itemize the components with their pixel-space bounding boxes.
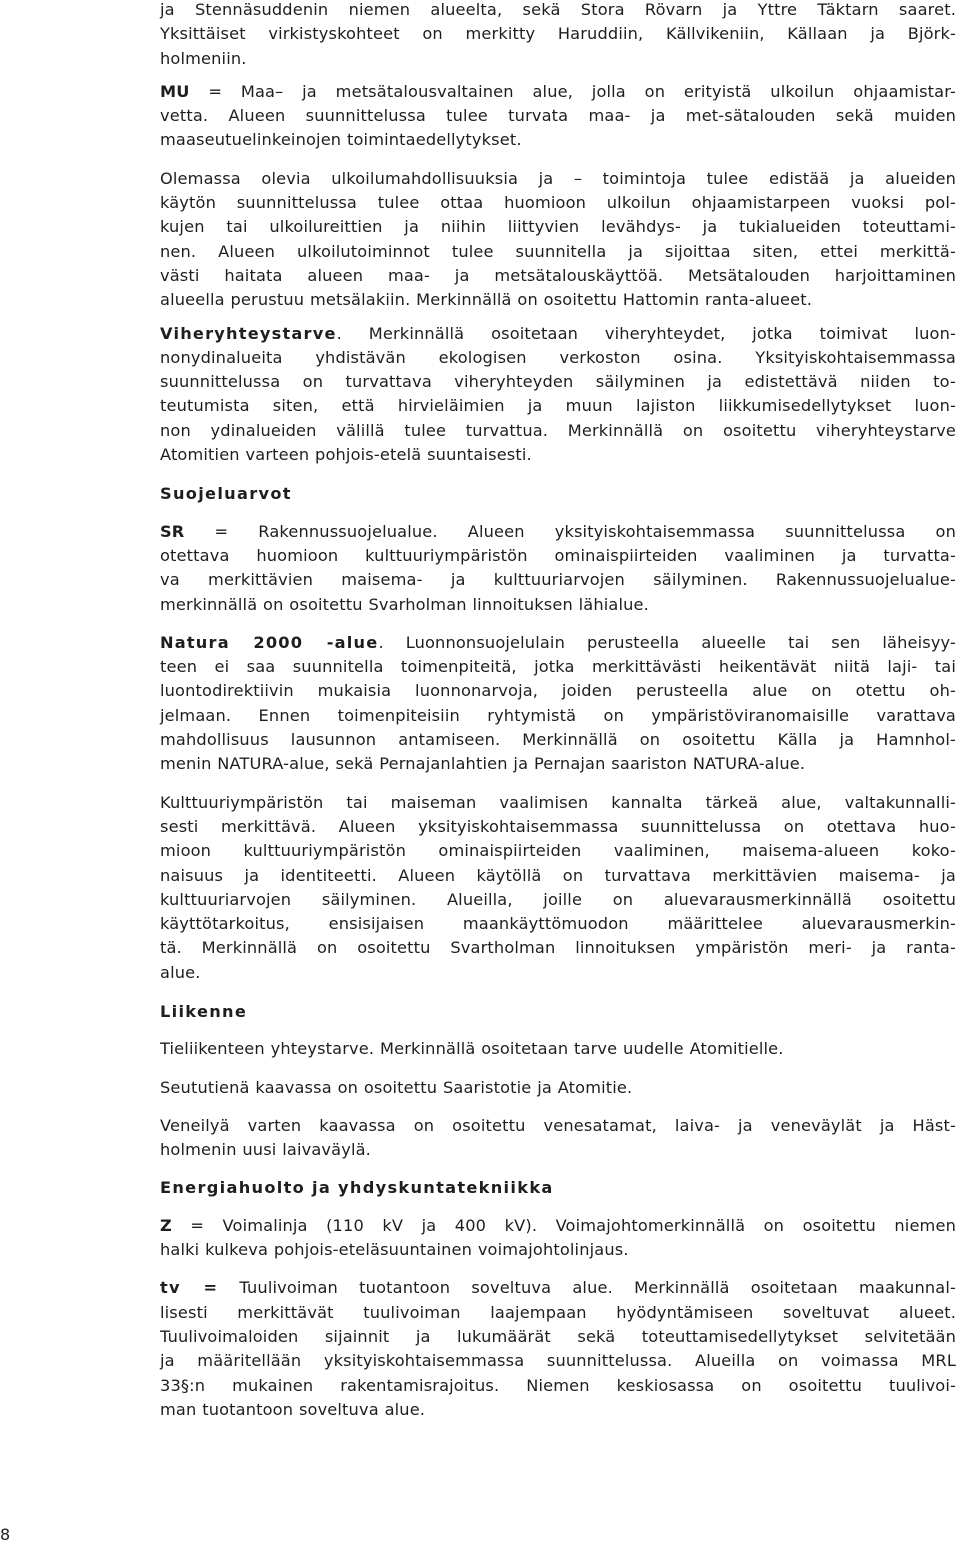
text-line: menin NATURA-alue, sekä Pernajanlahtien ja Pernajan saariston NATURA-alue. xyxy=(160,754,806,774)
text-line: ja määritellään yksityiskohtaisemmassa suunnittelussa. Alueilla on voimassa MRL xyxy=(160,1351,956,1371)
term-sr: SR xyxy=(160,521,185,541)
text-line: mahdollisuus lausunnon antamiseen. Merkinnällä on osoitettu Källa ja Hamnhol- xyxy=(160,730,956,750)
text-line: Viheryhteystarve. Merkinnällä osoitetaan viheryhteydet, jotka toimivat luon- xyxy=(160,323,956,343)
term-mu: MU xyxy=(160,81,190,101)
text-line: teen ei saa suunnitella toimenpiteitä, jotka merkittävästi heikentävät niitä laji- tai xyxy=(160,657,956,677)
text-line: ja Stennäsuddenin niemen alueelta, sekä Stora Rövarn ja Yttre Täktarn saaret. xyxy=(160,0,956,19)
text-line: Olemassa olevia ulkoilumahdollisuuksia ja – toimintoja tulee edistää ja alueiden xyxy=(160,168,956,188)
term-viheryhteystarve: Viheryhteystarve xyxy=(160,323,337,343)
text-line: lisesti merkittävät tuulivoiman laajempaan hyödyntämiseen soveltuvat alueet. xyxy=(160,1302,956,1322)
section-heading-energiahuolto: Energiahuolto ja yhdyskuntatekniikka xyxy=(160,1178,554,1198)
text-line: holmeniin. xyxy=(160,48,247,68)
section-heading-suojeluarvot: Suojeluarvot xyxy=(160,484,292,504)
document-body xyxy=(160,0,956,1422)
text-line: Veneilyä varten kaavassa on osoitettu venesatamat, laiva- ja veneväylät ja Häst- xyxy=(160,1115,956,1135)
term-z: Z xyxy=(160,1215,172,1235)
text-line: holmenin uusi laivaväylä. xyxy=(160,1140,371,1160)
text-line: otettava huomioon kulttuuriympäristön ominaispiirteiden vaaliminen ja turvatta- xyxy=(160,545,956,565)
paragraph-seututie xyxy=(160,1076,956,1100)
paragraph-mu xyxy=(160,80,956,153)
text-line: nen. Alueen ulkoilutoiminnot tulee suunnitella ja sijoittaa siten, ettei merkittä- xyxy=(160,241,956,261)
text-line: va merkittävien maisema- ja kulttuuriarvojen säilyminen. Rakennussuojelualue- xyxy=(160,570,956,590)
text-line: naisuus ja identiteetti. Alueen käytöllä on turvattava merkittävien maisema- ja xyxy=(160,865,956,885)
text-line: kulttuuriarvojen säilyminen. Alueilla, joille on aluevarausmerkinnällä osoitettu xyxy=(160,889,956,909)
text-line: jelmaan. Ennen toimenpiteisiin ryhtymistä on ympäristöviranomaisille varattava xyxy=(160,705,956,725)
text-line: alueella perustuu metsälakiin. Merkinnällä on osoitettu Hattomin ranta-alueet. xyxy=(160,290,813,310)
text-line: Kulttuuriympäristön tai maiseman vaalimisen kannalta tärkeä alue, valtakunnalli- xyxy=(160,792,956,812)
text-line: alue. xyxy=(160,962,201,982)
text-line: Tieliikenteen yhteystarve. Merkinnällä osoitetaan tarve uudelle Atomitielle. xyxy=(160,1039,784,1059)
text-line: SR = Rakennussuojelualue. Alueen yksityiskohtaisemmassa suunnittelussa on xyxy=(160,521,956,541)
text-line: käytön suunnittelussa tulee ottaa huomioon ulkoilun ohjaamistarpeen vuoksi pol- xyxy=(160,193,956,213)
text-line: MU = Maa– ja metsätalousvaltainen alue, jolla on erityistä ulkoilun ohjaamistar- xyxy=(160,81,956,101)
text-line: käyttötarkoitus, ensisijaisen maankäyttömuodon määrittelee aluevarausmerkin- xyxy=(160,914,956,934)
paragraph-sr xyxy=(160,520,956,617)
text-line: tv = Tuulivoiman tuotantoon soveltuva alue. Merkinnällä osoitetaan maakunnal- xyxy=(160,1278,956,1298)
paragraph-tv xyxy=(160,1276,956,1422)
text-line: västi haitata alueen maa- ja metsätalouskäyttöä. Metsätalouden harjoittaminen xyxy=(160,265,956,285)
text-line: 33§:n mukainen rakentamisrajoitus. Niemen keskiosassa on osoitettu tuulivoi- xyxy=(160,1375,956,1395)
text-line: man tuotantoon soveltuva alue. xyxy=(160,1399,426,1419)
paragraph-veneily xyxy=(160,1114,956,1163)
paragraph-intro xyxy=(160,0,956,71)
text-line: tä. Merkinnällä on osoitettu Svartholman linnoituksen ympäristön meri- ja ranta- xyxy=(160,938,956,958)
text-line: merkinnällä on osoitettu Svarholman linnoituksen lähialue. xyxy=(160,594,649,614)
text-line: kujen tai ulkoilureittien ja niihin liittyvien levähdys- ja tukialueiden toteuttami- xyxy=(160,217,956,237)
text-line: luontodirektiivin mukaisia luonnonarvoja, joiden perusteella alue on otettu oh- xyxy=(160,681,956,701)
paragraph-natura xyxy=(160,631,956,777)
text-line: nonydinalueita yhdistävän ekologisen verkoston osina. Yksityiskohtaisemmassa xyxy=(160,347,956,367)
paragraph-z xyxy=(160,1214,956,1263)
text-line: Z = Voimalinja (110 kV ja 400 kV). Voimajohtomerkinnällä on osoitettu niemen xyxy=(160,1215,956,1235)
text-line: Atomitien varteen pohjois-etelä suuntaisesti. xyxy=(160,445,532,465)
text-line: halki kulkeva pohjois-eteläsuuntainen voimajohtolinjaus. xyxy=(160,1240,629,1260)
text-line: Yksittäiset virkistyskohteet on merkitty Haruddiin, Källvikeniin, Källaan ja Björk- xyxy=(160,24,956,44)
paragraph-viheryhteystarve xyxy=(160,322,956,468)
text-line: Tuulivoimaloiden sijainnit ja lukumäärät sekä toteuttamisedellytykset selvitetään xyxy=(160,1326,956,1346)
term-natura: Natura 2000 -alue xyxy=(160,632,379,652)
paragraph-olemassa xyxy=(160,167,956,313)
term-tv: tv = xyxy=(160,1278,219,1298)
text-line: mioon kulttuuriympäristön ominaispiirteiden vaaliminen, maisema-alueen koko- xyxy=(160,841,956,861)
text-line: Natura 2000 -alue. Luonnonsuojelulain perusteella alueelle tai sen läheisyy- xyxy=(160,632,956,652)
section-heading-liikenne: Liikenne xyxy=(160,1001,248,1021)
text-line: suunnittelussa on turvattava viheryhteyden säilyminen ja edistettävä niiden to- xyxy=(160,372,956,392)
paragraph-kulttuuriymparisto xyxy=(160,791,956,985)
text-line: Seututienä kaavassa on osoitettu Saaristotie ja Atomitie. xyxy=(160,1077,633,1097)
text-line: sesti merkittävä. Alueen yksityiskohtaisemmassa suunnittelussa on otettava huo- xyxy=(160,816,956,836)
text-line: vetta. Alueen suunnittelussa tulee turvata maa- ja met-sätalouden sekä muiden xyxy=(160,106,956,126)
text-line: teutumista siten, että hirvieläimien ja muun lajiston liikkumisedellytykset luon- xyxy=(160,396,956,416)
text-line: non ydinalueiden välillä tulee turvattua. Merkinnällä on osoitettu viheryhteystarve xyxy=(160,420,956,440)
paragraph-tieliikenne xyxy=(160,1037,956,1061)
text-line: maaseutuelinkeinojen toimintaedellytykset. xyxy=(160,130,522,150)
page-number: 8 xyxy=(0,1525,11,1544)
